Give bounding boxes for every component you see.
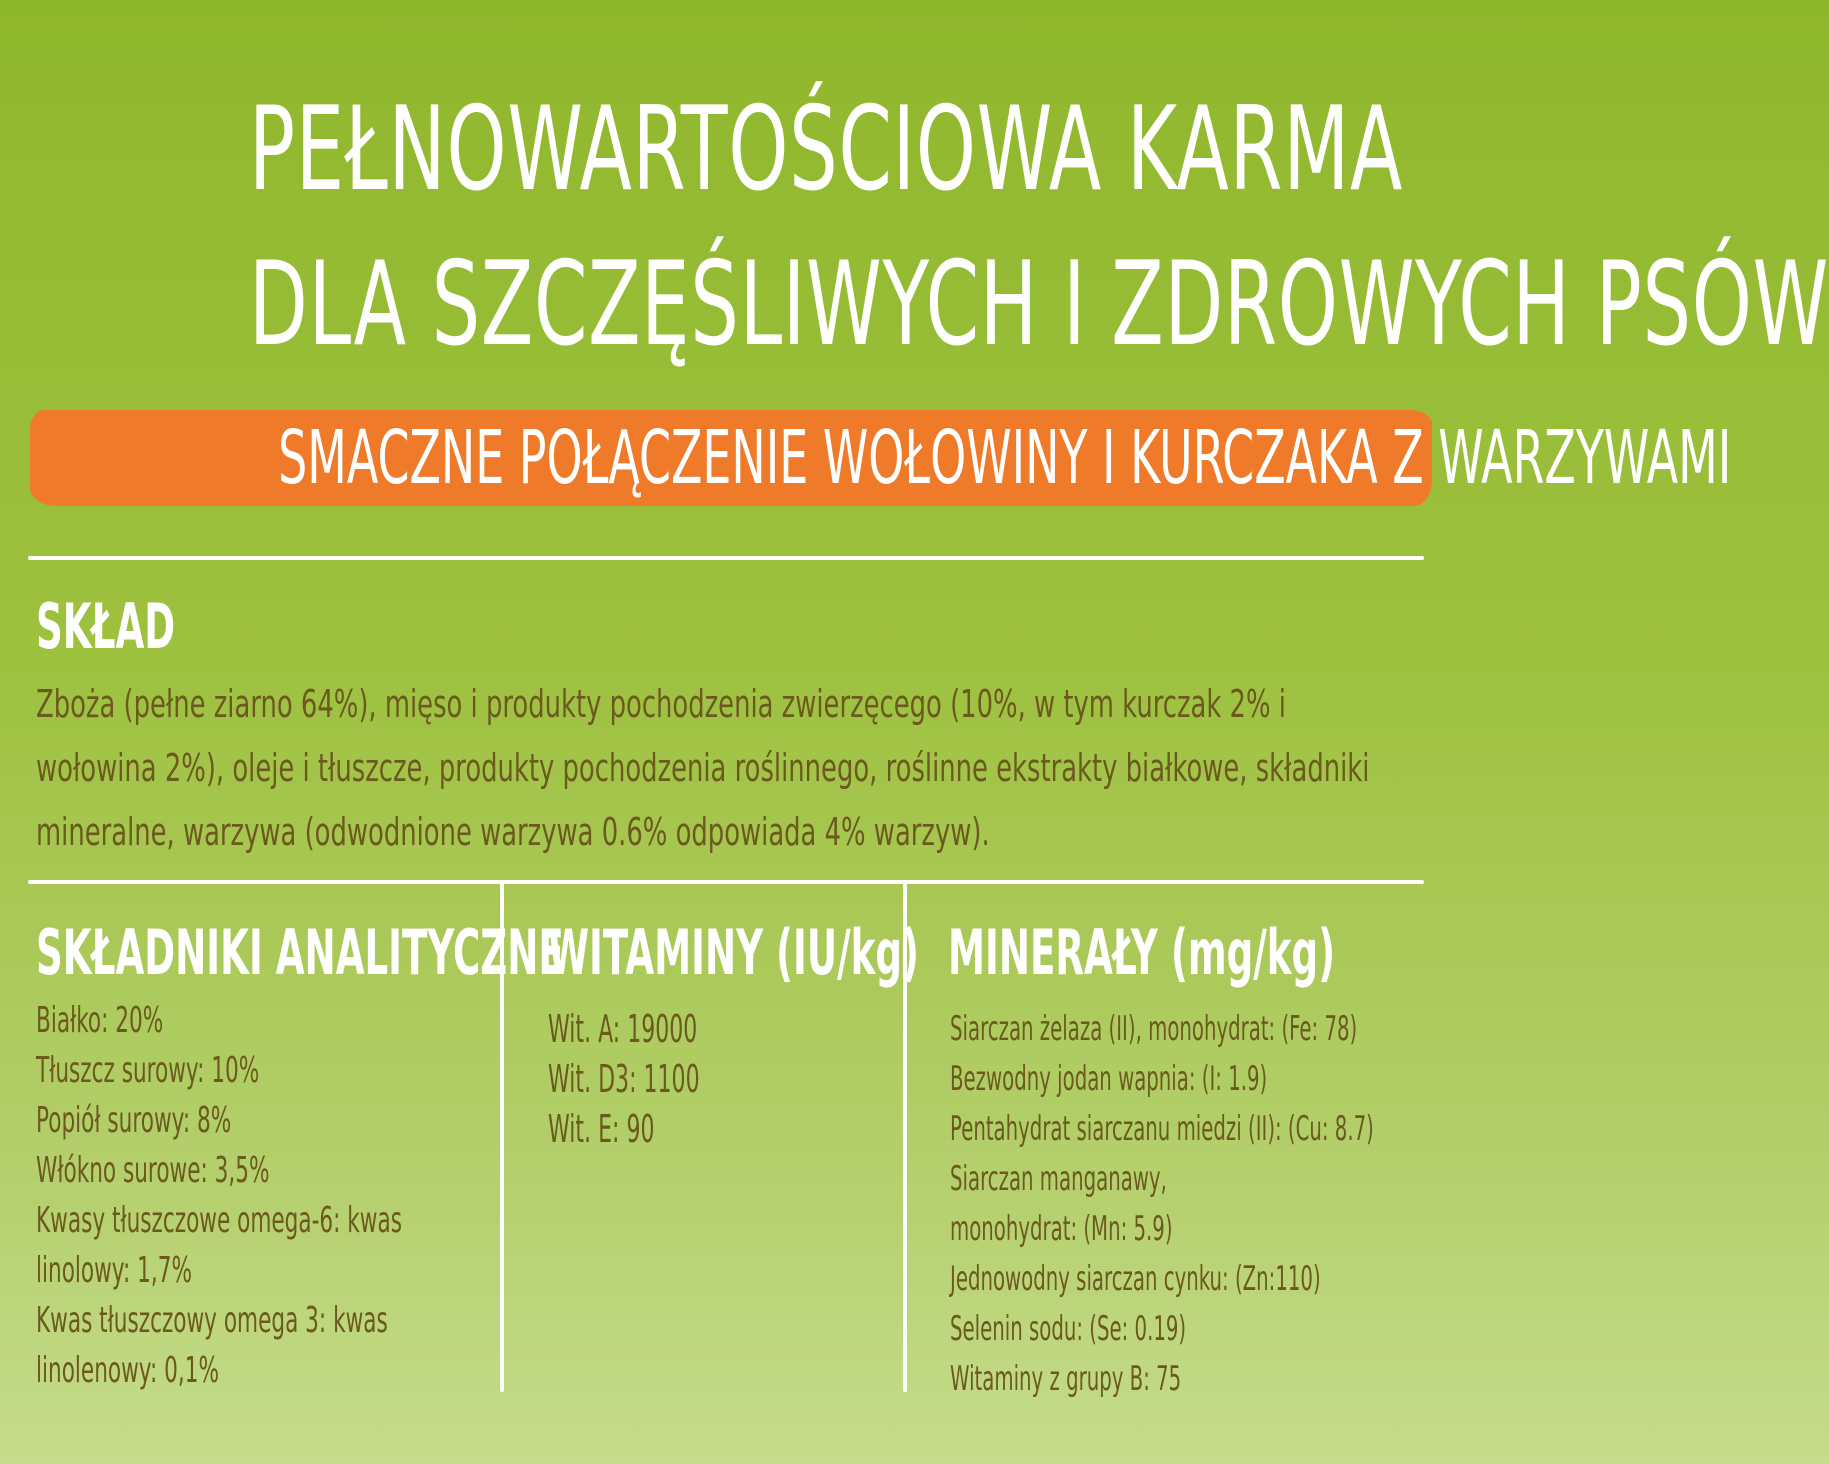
- minerals-title: MINERAŁY (mg/kg): [948, 916, 1336, 989]
- vitamins-title: WITAMINY (IU/kg): [548, 916, 920, 989]
- list-item: Wit. E: 90: [548, 1107, 655, 1151]
- list-item: Wit. D3: 1100: [548, 1057, 700, 1101]
- list-item: Włókno surowe: 3,5%: [36, 1150, 270, 1191]
- list-item: Kwas tłuszczowy omega 3: kwas: [36, 1300, 388, 1341]
- list-item: Selenin sodu: (Se: 0.19): [950, 1309, 1187, 1349]
- list-item: Tłuszcz surowy: 10%: [36, 1050, 260, 1091]
- banner-text: SMACZNE POŁĄCZENIE WOŁOWINY I KURCZAKA Z WARZYWAMI: [278, 415, 1732, 501]
- list-item: linolenowy: 0,1%: [36, 1350, 219, 1391]
- divider-top: [28, 556, 1424, 560]
- list-item: Siarczan manganawy,: [950, 1159, 1167, 1199]
- vitamins-list: [548, 1004, 809, 1154]
- list-item: Kwasy tłuszczowe omega-6: kwas: [36, 1200, 402, 1241]
- composition-text: [36, 672, 1426, 864]
- analytic-title: SKŁADNIKI ANALITYCZNE: [36, 916, 564, 989]
- list-item: Bezwodny jodan wapnia: (I: 1.9): [950, 1059, 1268, 1099]
- headline-line-1: PEŁNOWARTOŚCIOWA KARMA: [248, 82, 1404, 217]
- list-item: monohydrat: (Mn: 5.9): [950, 1209, 1173, 1249]
- list-item: Witaminy z grupy B: 75: [950, 1359, 1182, 1399]
- divider-middle: [28, 880, 1424, 884]
- list-item: Popiół surowy: 8%: [36, 1100, 232, 1141]
- list-item: linolowy: 1,7%: [36, 1250, 193, 1291]
- list-item: Wit. A: 19000: [548, 1007, 698, 1051]
- headline-line-2: DLA SZCZĘŚLIWYCH I ZDROWYCH PSÓW: [248, 237, 1829, 372]
- composition-text-body: Zboża (pełne ziarno 64%), mięso i produkty pochodzenia zwierzęcego (10%, w tym kurczak 2% i wołowina 2%), oleje i tłuszcze, produkty pochodzenia roślinnego, roślinne ekstrakty białkowe, składniki mineralne, warzywa (odwodnione warzywa 0.6% odpowiada 4% warzyw).: [36, 682, 1370, 854]
- minerals-list: [950, 1004, 1681, 1404]
- list-item: Jednowodny siarczan cynku: (Zn:110): [950, 1259, 1321, 1299]
- list-item: Siarczan żelaza (II), monohydrat: (Fe: 78): [950, 1009, 1358, 1049]
- composition-title: SKŁAD: [36, 590, 176, 663]
- list-item: Pentahydrat siarczanu miedzi (II): (Cu: 8.7): [950, 1109, 1374, 1149]
- list-item: Białko: 20%: [36, 1000, 164, 1041]
